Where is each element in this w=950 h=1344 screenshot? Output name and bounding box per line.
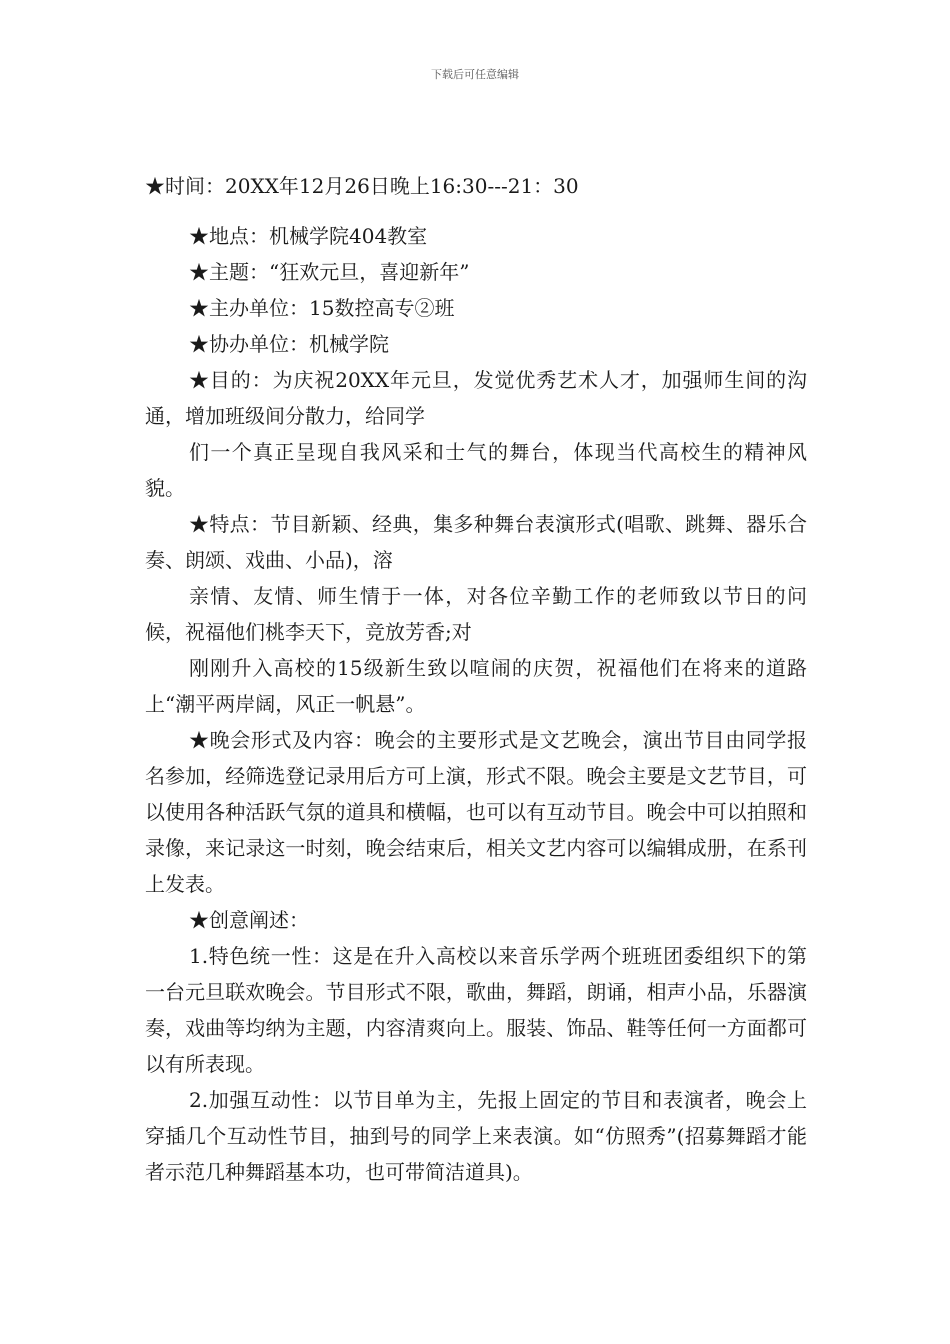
features-continued-2: 刚刚升入高校的15级新生致以喧闹的庆贺，祝福他们在将来的道路上“潮平两岸阔，风正一帆悬”。 — [145, 656, 807, 716]
purpose-continued: 们一个真正呈现自我风采和士气的舞台，体现当代高校生的精神风貌。 — [145, 440, 807, 500]
format-content-paragraph: ★晚会形式及内容：晚会的主要形式是文艺晚会，演出节目由同学报名参加，经筛选登记录用后方可上演，形式不限。晚会主要是文艺节目，可以使用各种活跃气氛的道具和横幅，也可以有互动节目。晚会中可以拍照和录像，来记录这一时刻，晚会结束后，相关文艺内容可以编辑成册，在系刊上发表。 — [145, 728, 807, 896]
creative-point-2: 2.加强互动性：以节目单为主，先报上固定的节目和表演者，晚会上穿插几个互动性节目，抽到号的同学上来表演。如“仿照秀”(招募舞蹈才能者示范几种舞蹈基本功，也可带简洁道具)。 — [145, 1088, 807, 1184]
location-line: ★地点：机械学院404教室 — [189, 224, 428, 248]
co-organizer-line: ★协办单位：机械学院 — [189, 332, 389, 356]
time-line: ★时间：20XX年12月26日晚上16:30---21：30 — [145, 174, 579, 198]
document-body — [145, 168, 807, 1190]
features-paragraph: ★特点：节目新颖、经典，集多种舞台表演形式(唱歌、跳舞、器乐合奏、朗颂、戏曲、小品)，溶 — [145, 512, 807, 572]
creative-heading: ★创意阐述： — [189, 908, 309, 932]
creative-point-1: 1.特色统一性：这是在升入高校以来音乐学两个班班团委组织下的第一台元旦联欢晚会。节目形式不限，歌曲，舞蹈，朗诵，相声小品，乐器演奏，戏曲等均纳为主题，内容清爽向上。服装、饰品、鞋等任何一方面都可以有所表现。 — [145, 944, 807, 1076]
theme-line: ★主题：“狂欢元旦，喜迎新年” — [189, 260, 470, 284]
organizer-line: ★主办单位：15数控高专②班 — [189, 296, 455, 320]
page-header: 下载后可任意编辑 — [431, 68, 519, 81]
purpose-paragraph: ★目的：为庆祝20XX年元旦，发觉优秀艺术人才，加强师生间的沟通，增加班级间分散力，给同学 — [145, 368, 807, 428]
features-continued-1: 亲情、友情、师生情于一体，对各位辛勤工作的老师致以节日的问候，祝福他们桃李天下，竞放芳香;对 — [145, 584, 807, 644]
